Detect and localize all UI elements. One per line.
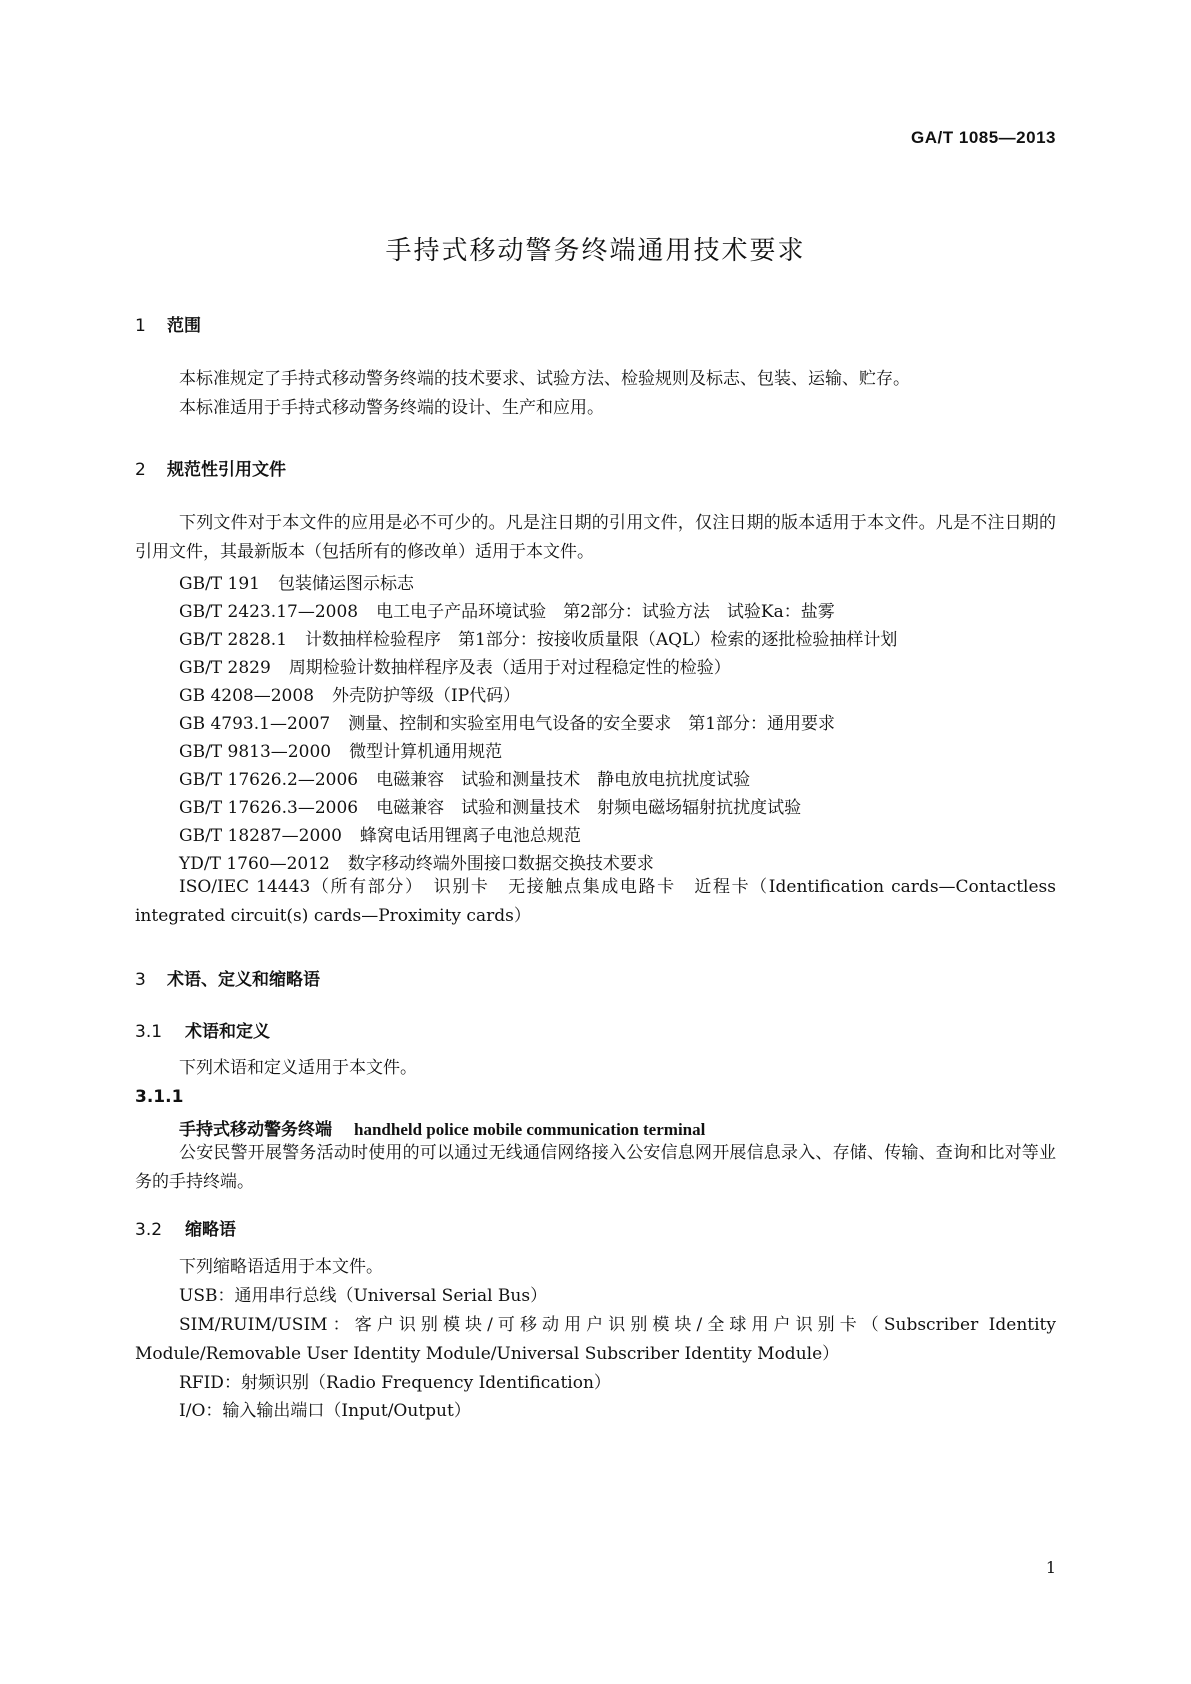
subsection-3-2-heading bbox=[135, 1215, 236, 1240]
scope-paragraph-1: 本标准规定了手持式移动警务终端的技术要求、试验方法、检验规则及标志、包装、运输、贮存。 bbox=[179, 369, 910, 389]
reference-title: 外壳防护等级（IP代码） bbox=[332, 686, 521, 706]
subsection-title: 缩略语 bbox=[185, 1220, 236, 1240]
reference-title: 微型计算机通用规范 bbox=[349, 742, 503, 762]
reference-item bbox=[179, 597, 835, 622]
reference-title: 周期检验计数抽样程序及表（适用于对过程稳定性的检验） bbox=[288, 658, 731, 678]
section-title: 规范性引用文件 bbox=[167, 460, 286, 480]
reference-item bbox=[179, 793, 801, 818]
reference-title: 包装储运图示标志 bbox=[278, 574, 414, 594]
subsection-title: 术语和定义 bbox=[185, 1022, 270, 1042]
section-2-heading bbox=[135, 455, 286, 480]
reference-code: GB 4793.1—2007 bbox=[179, 714, 331, 734]
reference-code: GB/T 9813—2000 bbox=[179, 742, 332, 762]
section-number: 2 bbox=[135, 460, 146, 480]
section-title: 范围 bbox=[167, 316, 201, 336]
term-english: handheld police mobile communication terminal bbox=[354, 1120, 706, 1139]
reference-code: YD/T 1760—2012 bbox=[179, 854, 330, 874]
reference-title: 计数抽样检验程序 第1部分：按接收质量限（AQL）检索的逐批检验抽样计划 bbox=[305, 630, 898, 650]
reference-item bbox=[179, 569, 414, 594]
subsection-number: 3.1 bbox=[135, 1022, 163, 1042]
reference-code: GB/T 17626.2—2006 bbox=[179, 770, 359, 790]
reference-title: 测量、控制和实验室用电气设备的安全要求 第1部分：通用要求 bbox=[348, 714, 836, 734]
reference-item bbox=[179, 681, 520, 706]
scope-paragraph-2: 本标准适用于手持式移动警务终端的设计、生产和应用。 bbox=[179, 398, 604, 418]
reference-title: 电磁兼容 试验和测量技术 射频电磁场辐射抗扰度试验 bbox=[376, 798, 802, 818]
subsection-number: 3.2 bbox=[135, 1220, 163, 1240]
abbreviation-item: SIM/RUIM/USIM：客户识别模块/可移动用户识别模块/全球用户识别卡（Subscriber Identity Module/Removable User Identity Module/Universal Subscriber Identity Module） bbox=[135, 1315, 1056, 1364]
reference-title: 蜂窝电话用锂离子电池总规范 bbox=[359, 826, 581, 846]
reference-code: GB/T 2828.1 bbox=[179, 630, 288, 650]
reference-item bbox=[179, 625, 897, 650]
abbreviation-item: I/O：输入输出端口（Input/Output） bbox=[179, 1401, 471, 1421]
reference-code: GB 4208—2008 bbox=[179, 686, 315, 706]
abbreviations-intro-paragraph: 下列缩略语适用于本文件。 bbox=[179, 1257, 383, 1277]
reference-code: GB/T 17626.3—2006 bbox=[179, 798, 359, 818]
reference-code: GB/T 2829 bbox=[179, 658, 271, 678]
terms-intro-paragraph: 下列术语和定义适用于本文件。 bbox=[179, 1058, 417, 1078]
subsection-3-1-heading bbox=[135, 1017, 270, 1042]
abbreviation-item: RFID：射频识别（Radio Frequency Identification） bbox=[179, 1373, 611, 1393]
standard-code: GA/T 1085—2013 bbox=[911, 128, 1056, 147]
reference-item bbox=[179, 849, 654, 874]
term-chinese: 手持式移动警务终端 bbox=[179, 1120, 332, 1140]
document-title: 手持式移动警务终端通用技术要求 bbox=[385, 236, 806, 266]
section-number: 1 bbox=[135, 316, 146, 336]
reference-code: GB/T 18287—2000 bbox=[179, 826, 342, 846]
reference-code: GB/T 191 bbox=[179, 574, 260, 594]
term-definition: 公安民警开展警务活动时使用的可以通过无线通信网络接入公安信息网开展信息录入、存储、传输、查询和比对等业务的手持终端。 bbox=[135, 1143, 1056, 1192]
reference-item bbox=[179, 737, 502, 762]
reference-item bbox=[179, 653, 731, 678]
reference-title: 电工电子产品环境试验 第2部分：试验方法 试验Ka：盐雾 bbox=[376, 602, 835, 622]
page-number: 1 bbox=[1045, 1558, 1056, 1577]
section-1-heading bbox=[135, 311, 201, 336]
reference-item bbox=[179, 765, 750, 790]
reference-item-iso: ISO/IEC 14443（所有部分） 识别卡 无接触点集成电路卡 近程卡（Identification cards—Contactless integrated circuit(s) cards—Proximity cards） bbox=[135, 877, 1056, 926]
section-title: 术语、定义和缩略语 bbox=[167, 970, 320, 990]
term-heading bbox=[179, 1115, 705, 1140]
reference-code: GB/T 2423.17—2008 bbox=[179, 602, 359, 622]
reference-title: 数字移动终端外围接口数据交换技术要求 bbox=[347, 854, 654, 874]
normative-intro-paragraph: 下列文件对于本文件的应用是必不可少的。凡是注日期的引用文件，仅注日期的版本适用于本文件。凡是不注日期的引用文件，其最新版本（包括所有的修改单）适用于本文件。 bbox=[135, 513, 1056, 562]
clause-3-1-1-number bbox=[135, 1087, 183, 1107]
abbreviation-item: USB：通用串行总线（Universal Serial Bus） bbox=[179, 1286, 548, 1306]
section-3-heading bbox=[135, 965, 320, 990]
reference-title: 电磁兼容 试验和测量技术 静电放电抗扰度试验 bbox=[376, 770, 751, 790]
clause-number: 3.1.1 bbox=[135, 1087, 184, 1107]
reference-item bbox=[179, 709, 835, 734]
section-number: 3 bbox=[135, 970, 146, 990]
reference-item bbox=[179, 821, 581, 846]
